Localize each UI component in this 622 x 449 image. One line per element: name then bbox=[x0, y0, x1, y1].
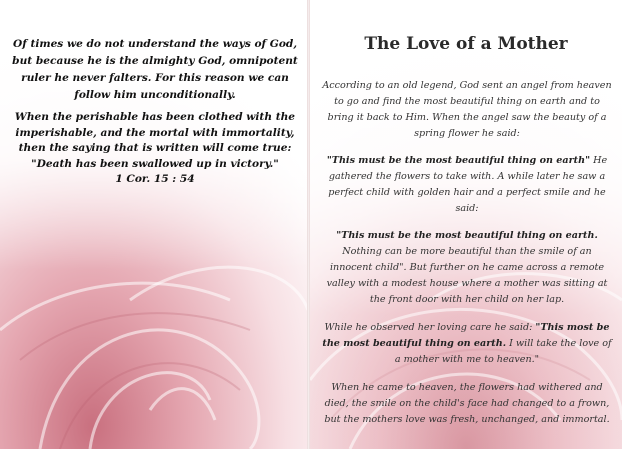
flower-quote: "This must be the most beautiful thing on earth" bbox=[326, 155, 591, 166]
mother-text: I will take the love of a mother with me to heaven." bbox=[394, 338, 612, 365]
mother-lead: While he observed her loving care he said: bbox=[324, 322, 536, 333]
scripture-reference: 1 Cor. 15 : 54 bbox=[115, 173, 195, 185]
flower-text: He gathered the flowers to take with. A while later he saw a perfect child with golden hair and a perfect smile and he said: bbox=[328, 155, 608, 214]
flower-paragraph bbox=[322, 153, 612, 217]
child-text: Nothing can be more beautiful than the smile of an innocent child". But further on he came across a remote valley with a modest house where a mother was sitting at the front door with her child on her lap. bbox=[326, 246, 608, 305]
right-panel bbox=[310, 0, 622, 449]
scripture-block bbox=[10, 110, 300, 188]
left-panel bbox=[0, 0, 308, 449]
legend-intro: According to an old legend, God sent an angel from heaven to go and find the most beautiful thing on earth and to bring it back to Him. When the angel saw the beauty of a spring flower he said: bbox=[322, 80, 612, 139]
poem-title: The Love of a Mother bbox=[364, 34, 568, 54]
faith-paragraph: Of times we do not understand the ways of God, but because he is the almighty God, omnipotent ruler he never falters. For this reason we can follow him unconditionally. bbox=[12, 38, 298, 101]
child-quote: "This must be the most beautiful thing on earth. bbox=[336, 230, 598, 241]
closing-paragraph: When he came to heaven, the flowers had withered and died, the smile on the child's face had changed to a frown, but the mothers love was fresh, unchanged, and immortal. bbox=[324, 382, 610, 425]
mother-quote: "This most be the most beautiful thing on earth. bbox=[322, 322, 610, 349]
scripture-text: When the perishable has been clothed with the imperishable, and the mortal with immortality, then the saying that is written will come true: "Death has been swallowed up in victory." bbox=[14, 111, 296, 170]
right-text-layer bbox=[310, 0, 622, 449]
mother-paragraph bbox=[322, 320, 612, 368]
left-text-layer bbox=[0, 0, 308, 449]
child-paragraph bbox=[322, 228, 612, 308]
